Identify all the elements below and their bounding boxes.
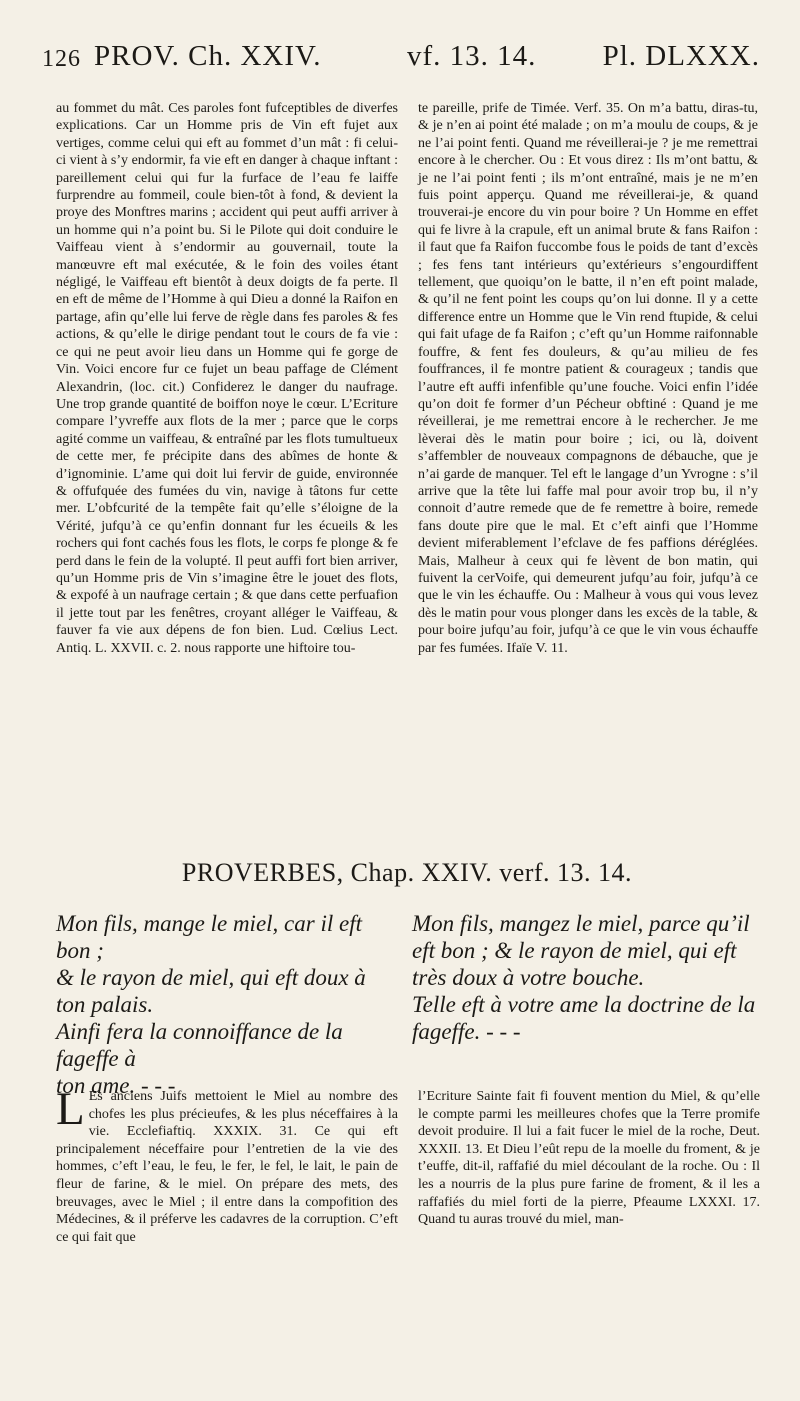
verse-line: Ainfi fera la connoiffance de la fageffe à (56, 1019, 343, 1071)
verse-right (412, 910, 764, 1045)
header-title: PROV. Ch. XXIV. (94, 40, 322, 72)
verse-line: ton ame. - - - (56, 1073, 176, 1098)
verse-line: eft bon ; & le rayon de miel, qui eft (412, 938, 737, 963)
drop-cap: L (56, 1083, 85, 1135)
header-verses: vf. 13. 14. (407, 40, 537, 72)
verse-line: Mon fils, mange le miel, car il eft bon ; (56, 911, 362, 963)
paragraph: au fommet du mât. Ces paroles font fufceptibles de diverfes explications. Car un Homme pris de Vin eft fujet aux vertiges, comme celui qui eft au fommet d’un mât : fi celui-ci vient à s’y endormir, fa vie eft en danger à chaque inftant : pareillement celui qui fur la furface de l’eau fe laiffe furprendre au fommeil, coule bien-tôt à fond, & devient la proye des Monftres marins ; accident qui peut auffi arriver à un homme qui n’a point bu. Si le Pilote qui doit conduire le Vaiffeau vient à s’endormir au gouvernail, toute la manœuvre eft mal exécutée, & le foin des voiles étant négligé, le Vaiffeau eft bientôt à deux doigts de fa perte. Il en eft de même de l’Homme à qui Dieu a donné la Raifon en partage, afin qu’elle lui ferve de règle dans fes paroles & fes actions, & qu’elle le dirige pendant tout le cours de fa vie : ce qui ne peut avoir lieu dans un Homme qui fe gorge de Vin. Voici encore fur ce fujet un beau paffage de Clément Alexandrin, (loc. cit.) Confiderez le danger du naufrage. Une trop grande quantité de boiffon noye le cœur. L’Ecriture compare l’yvreffe aux flots de la mer ; parce que le corps agité comme un vaiffeau, & entraîné par les flots tumultueux de cette mer, fe précipite dans des abîmes de honte & d’ignominie. L’ame qui doit lui fervir de guide, environnée & offufquée des fumées du vin, navige à tâtons fur cette mer. L’obfcurité de la tempête fait qu’elle s’éloigne de la Vérité, jufqu’à ce qu’enfin donnant fur les écueils & les rochers qui font cachés fous les flots, le corps fe plonge & fe perd dans le fein de la volupté. Il peut auffi fort bien arriver, qu’un Homme pris de Vin s’imagine être le jouet des flots, & expofé à un naufrage certain ; & que dans cette perfuafion il jette tout par les fenêtres, croyant alléger le Vaiffeau, & fauver fa vie aux dépens de fon bien. Lud. Cœlius Lect. Antiq. L. XXVII. c. 2. nous rapporte une hiftoire tou- (56, 101, 398, 656)
verse-line: Mon fils, mangez le miel, parce qu’il (412, 911, 750, 936)
verse-line: fageffe. - - - (412, 1019, 521, 1044)
header-plate: Pl. DLXXX. (602, 40, 760, 72)
section-heading: PROVERBES, Chap. XXIV. verf. 13. 14. (181, 858, 633, 887)
verse-line: très doux à votre bouche. (412, 965, 645, 990)
verse-line: ton palais. (56, 992, 154, 1017)
page-number: 126 (42, 46, 81, 72)
text-column-left (56, 100, 398, 657)
verse-line: & le rayon de miel, qui eft doux à (56, 965, 366, 990)
verse-left (56, 910, 396, 1099)
running-header (42, 40, 760, 86)
paragraph: te pareille, prife de Timée. Verf. 35. On m’a battu, diras-tu, & je n’en ai point été malade ; on m’a moulu de coups, & je ne l’ai point fenti. Quand me réveillerai-je ? je me remettrai encore à le chercher. Ou : Et vous direz : Ils m’ont battu, & je ne l’ai point fenti ; ils m’ont entraîné, mais je ne m’en fuis point apperçu. Quand me réveillerai-je, & quand trouverai-je encore du vin pour boire ? Un Homme en effet qui fe livre à la crapule, eft un animal brute & fans Raifon : il faut que fa Raifon fuccombe fous le poids de tant d’excès ; fes fens tant intérieurs qu’extérieurs s’engourdiffent tellement, que quoiqu’on le batte, il n’en eft point malade, & qu’il ne fent point les coups qu’on lui donne. Il y a cette difference entre un Homme que le Vin rend ftupide, & celui qui fait ufage de fa Raifon ; c’eft qu’un Homme raifonnable fouffre, & fent fes douleurs, & qu’au milieu de fes fouffrances, il fe montre patient & courageux ; tandis que l’autre eft auffi infenfible qu’une fouche. Voici enfin l’idée qu’on doit fe former d’un Pécheur obftiné : Quand je me réveillerai, je me remettrai encore à le rechercher. Je me lèverai dès le matin pour boire ; ici, ou là, doivent s’affembler de nouveaux compagnons de débauche, que je n’ai garde de manquer. Tel eft le langage d’un Yvrogne : s’il arrive que la tête lui faffe mal pour avoir trop bu, il n’y connoit d’autre remede que de fe remettre à boire, remede fans doute pire que le mal. Et c’eft ainfi que l’Homme devient miferablement l’efclave de fes paffions déréglées. Mais, Malheur à ceux qui fe lèvent de bon matin, qui fuivent la cerVoife, qui demeurent jufqu’au foir, jufqu’à ce que le vin les échauffe. Ou : Malheur à vous qui vous levez dès le matin pour vous plonger dans les excès de la table, & pour boire jufqu’au foir, jufqu’à ce que le vin vous échauffe par fes fumées. Ifaïe V. 11. (418, 101, 758, 656)
verse-line: Telle eft à votre ame la doctrine de la (412, 992, 756, 1017)
commentary-right (418, 1088, 760, 1229)
commentary-text: l’Ecriture Sainte fait fi fouvent mention du Miel, & qu’elle le compte parmi les meilleures chofes que la Terre promife devoit produire. Il lui a fait fucer le miel de la roche, Deut. XXXII. 13. Et Dieu l’eût repu de la moelle du froment, & je t’euffe, dit-il, raffafié du miel découlant de la roche. Ou : Il les a nourris de la plus pure farine de froment, & il les a raffafiés du miel forti de la pierre, Pfeaume LXXXI. 17. Quand tu auras trouvé du miel, man- (418, 1089, 760, 1228)
commentary-text: Es anciens Juifs mettoient le Miel au nombre des chofes les plus précieufes, & les plus néceffaires à la vie. Ecclefiaftiq. XXXIX. 31. Ce qui eft principalement néceffaire pour l’entretien de la vie des hommes, c’eft l’eau, le feu, le fer, le fel, le lait, le pain de fleur de farine, & le miel. On prépare des mets, des breuvages, avec le Miel ; il entre dans la compofition des Médecines, & il préferve les cadavres de la corruption. C’eft ce qui fait que (56, 1089, 398, 1245)
text-column-right (418, 100, 758, 657)
